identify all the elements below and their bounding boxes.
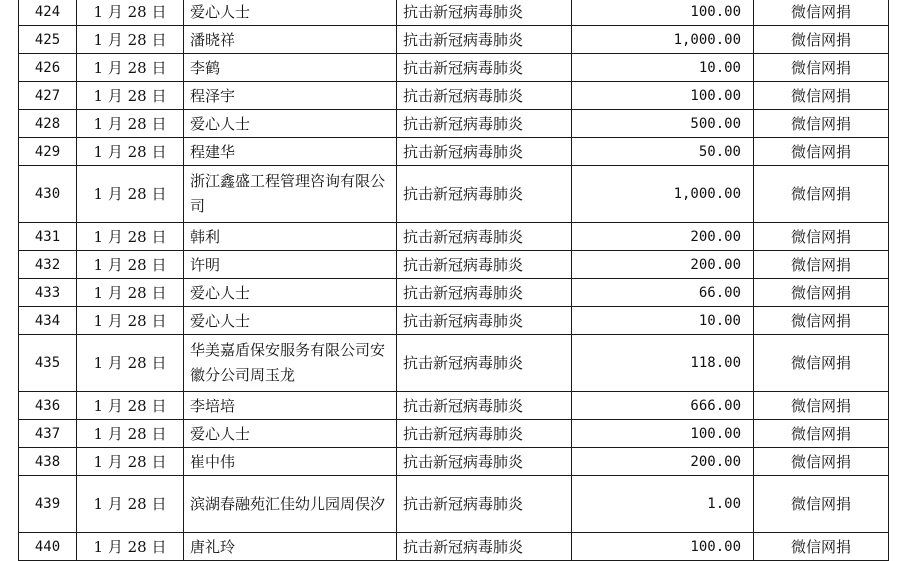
row-number-cell: 436 [19, 392, 77, 420]
table-row [19, 279, 889, 307]
donor-name-cell: 爱心人士 [184, 110, 397, 138]
donation-date-cell: 1 月 28 日 [77, 476, 184, 533]
row-number-cell: 435 [19, 335, 77, 392]
donation-date-cell: 1 月 28 日 [77, 138, 184, 166]
donation-purpose-cell: 抗击新冠病毒肺炎 [397, 138, 572, 166]
table-row [19, 335, 889, 392]
row-number-cell: 425 [19, 26, 77, 54]
table-row [19, 26, 889, 54]
donation-purpose-cell: 抗击新冠病毒肺炎 [397, 166, 572, 223]
donation-method-cell: 微信网捐 [754, 392, 889, 420]
donation-method-cell: 微信网捐 [754, 533, 889, 561]
donation-amount-cell: 100.00 [572, 533, 754, 561]
donation-amount-cell: 1,000.00 [572, 166, 754, 223]
donation-purpose-cell: 抗击新冠病毒肺炎 [397, 0, 572, 26]
donation-amount-cell: 666.00 [572, 392, 754, 420]
donation-purpose-cell: 抗击新冠病毒肺炎 [397, 82, 572, 110]
donor-name-cell: 潘晓祥 [184, 26, 397, 54]
donation-method-cell: 微信网捐 [754, 420, 889, 448]
donor-name-cell: 崔中伟 [184, 448, 397, 476]
donation-purpose-cell: 抗击新冠病毒肺炎 [397, 110, 572, 138]
donation-purpose-cell: 抗击新冠病毒肺炎 [397, 392, 572, 420]
row-number-cell: 437 [19, 420, 77, 448]
donation-date-cell: 1 月 28 日 [77, 335, 184, 392]
table-row [19, 307, 889, 335]
donation-amount-cell: 66.00 [572, 279, 754, 307]
donation-date-cell: 1 月 28 日 [77, 166, 184, 223]
row-number-cell: 439 [19, 476, 77, 533]
table-row [19, 392, 889, 420]
donation-method-cell: 微信网捐 [754, 279, 889, 307]
row-number-cell: 426 [19, 54, 77, 82]
donation-purpose-cell: 抗击新冠病毒肺炎 [397, 251, 572, 279]
donor-name-cell: 许明 [184, 251, 397, 279]
donation-method-cell: 微信网捐 [754, 82, 889, 110]
table-row [19, 166, 889, 223]
table-row [19, 0, 889, 26]
table-row [19, 251, 889, 279]
donation-method-cell: 微信网捐 [754, 476, 889, 533]
donor-name-cell: 韩利 [184, 223, 397, 251]
donation-amount-cell: 200.00 [572, 251, 754, 279]
table-row [19, 54, 889, 82]
donation-purpose-cell: 抗击新冠病毒肺炎 [397, 54, 572, 82]
donation-date-cell: 1 月 28 日 [77, 533, 184, 561]
donation-method-cell: 微信网捐 [754, 110, 889, 138]
donation-amount-cell: 200.00 [572, 448, 754, 476]
donation-purpose-cell: 抗击新冠病毒肺炎 [397, 476, 572, 533]
donor-name-cell: 滨湖春融苑汇佳幼儿园周俣汐 [184, 476, 397, 533]
donation-method-cell: 微信网捐 [754, 166, 889, 223]
donation-amount-cell: 10.00 [572, 54, 754, 82]
table-row [19, 533, 889, 561]
donation-amount-cell: 200.00 [572, 223, 754, 251]
donation-date-cell: 1 月 28 日 [77, 251, 184, 279]
donation-purpose-cell: 抗击新冠病毒肺炎 [397, 448, 572, 476]
donation-date-cell: 1 月 28 日 [77, 392, 184, 420]
donor-name-cell: 程泽宇 [184, 82, 397, 110]
table-row [19, 476, 889, 533]
donation-date-cell: 1 月 28 日 [77, 448, 184, 476]
table-row [19, 448, 889, 476]
donation-date-cell: 1 月 28 日 [77, 307, 184, 335]
table-row [19, 110, 889, 138]
donor-name-cell: 唐礼玲 [184, 533, 397, 561]
donation-amount-cell: 118.00 [572, 335, 754, 392]
donation-method-cell: 微信网捐 [754, 251, 889, 279]
donation-amount-cell: 500.00 [572, 110, 754, 138]
donor-name-cell: 爱心人士 [184, 420, 397, 448]
donation-amount-cell: 100.00 [572, 82, 754, 110]
table-row [19, 420, 889, 448]
donation-method-cell: 微信网捐 [754, 223, 889, 251]
donation-amount-cell: 100.00 [572, 420, 754, 448]
table-row [19, 223, 889, 251]
row-number-cell: 432 [19, 251, 77, 279]
donation-method-cell: 微信网捐 [754, 448, 889, 476]
donation-table [18, 0, 889, 561]
donation-purpose-cell: 抗击新冠病毒肺炎 [397, 307, 572, 335]
donor-name-cell: 李鹤 [184, 54, 397, 82]
donor-name-cell: 程建华 [184, 138, 397, 166]
donation-date-cell: 1 月 28 日 [77, 0, 184, 26]
row-number-cell: 430 [19, 166, 77, 223]
donation-method-cell: 微信网捐 [754, 335, 889, 392]
table-row [19, 82, 889, 110]
donation-purpose-cell: 抗击新冠病毒肺炎 [397, 335, 572, 392]
donation-purpose-cell: 抗击新冠病毒肺炎 [397, 223, 572, 251]
row-number-cell: 428 [19, 110, 77, 138]
row-number-cell: 424 [19, 0, 77, 26]
donation-date-cell: 1 月 28 日 [77, 420, 184, 448]
donation-purpose-cell: 抗击新冠病毒肺炎 [397, 26, 572, 54]
donation-method-cell: 微信网捐 [754, 138, 889, 166]
table-row [19, 138, 889, 166]
donation-purpose-cell: 抗击新冠病毒肺炎 [397, 420, 572, 448]
donation-method-cell: 微信网捐 [754, 54, 889, 82]
donation-amount-cell: 10.00 [572, 307, 754, 335]
donor-name-cell: 爱心人士 [184, 0, 397, 26]
donation-date-cell: 1 月 28 日 [77, 223, 184, 251]
donation-amount-cell: 50.00 [572, 138, 754, 166]
row-number-cell: 434 [19, 307, 77, 335]
row-number-cell: 431 [19, 223, 77, 251]
donation-amount-cell: 100.00 [572, 0, 754, 26]
donation-purpose-cell: 抗击新冠病毒肺炎 [397, 533, 572, 561]
row-number-cell: 438 [19, 448, 77, 476]
donation-purpose-cell: 抗击新冠病毒肺炎 [397, 279, 572, 307]
donation-date-cell: 1 月 28 日 [77, 110, 184, 138]
donation-method-cell: 微信网捐 [754, 26, 889, 54]
donation-method-cell: 微信网捐 [754, 0, 889, 26]
donor-name-cell: 爱心人士 [184, 279, 397, 307]
row-number-cell: 433 [19, 279, 77, 307]
donor-name-cell: 李培培 [184, 392, 397, 420]
donation-amount-cell: 1.00 [572, 476, 754, 533]
donor-name-cell: 华美嘉盾保安服务有限公司安徽分公司周玉龙 [184, 335, 397, 392]
row-number-cell: 427 [19, 82, 77, 110]
donation-date-cell: 1 月 28 日 [77, 82, 184, 110]
donation-method-cell: 微信网捐 [754, 307, 889, 335]
donation-table-body [19, 0, 889, 561]
donation-date-cell: 1 月 28 日 [77, 54, 184, 82]
row-number-cell: 429 [19, 138, 77, 166]
donation-date-cell: 1 月 28 日 [77, 26, 184, 54]
donor-name-cell: 浙江鑫盛工程管理咨询有限公司 [184, 166, 397, 223]
donation-amount-cell: 1,000.00 [572, 26, 754, 54]
donation-date-cell: 1 月 28 日 [77, 279, 184, 307]
donor-name-cell: 爱心人士 [184, 307, 397, 335]
row-number-cell: 440 [19, 533, 77, 561]
